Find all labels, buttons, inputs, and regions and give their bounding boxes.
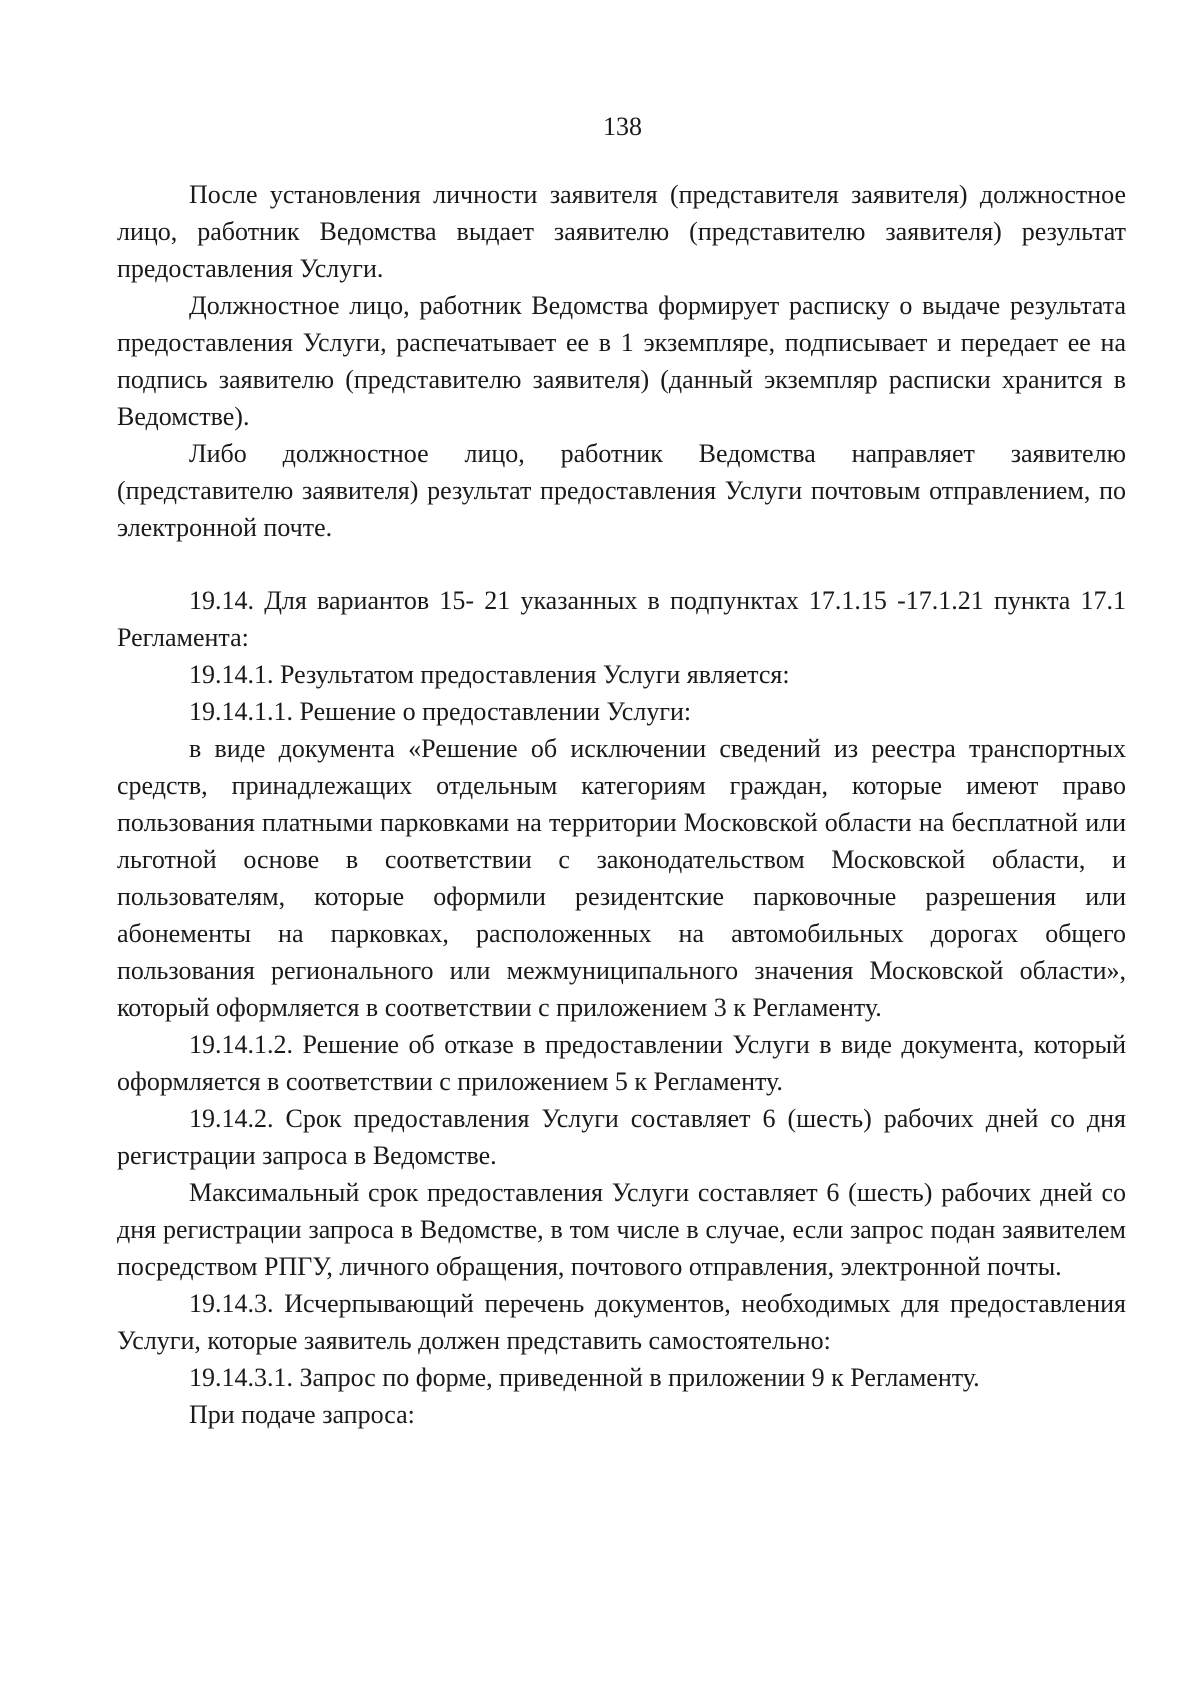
section-19-14-1-2: 19.14.1.2. Решение об отказе в предоставлении Услуги в виде документа, который оформляется в соответствии с приложением 5 к Регламенту. bbox=[117, 1030, 1126, 1096]
page-number: 138 bbox=[603, 112, 642, 141]
paragraph-max-term: Максимальный срок предоставления Услуги составляет 6 (шесть) рабочих дней со дня регистрации запроса в Ведомстве, в том числе в случае, если запрос подан заявителем посредством РПГУ, личного обращения, почтового отправления, электронной почты. bbox=[117, 1178, 1126, 1281]
section-19-14-1-1: 19.14.1.1. Решение о предоставлении Услуги: bbox=[189, 697, 692, 726]
section-19-14-1: 19.14.1. Результатом предоставления Услуги является: bbox=[189, 660, 790, 689]
paragraph-on-submission: При подаче запроса: bbox=[189, 1400, 415, 1429]
paragraph-identity-verified: После установления личности заявителя (представителя заявителя) должностное лицо, работник Ведомства выдает заявителю (представителю заявителя) результат предоставления Услуги. bbox=[117, 180, 1126, 283]
paragraph-decision-document: в виде документа «Решение об исключении сведений из реестра транспортных средств, принадлежащих отдельным категориям граждан, которые имеют право пользования платными парковками на территории Московской области на бесплатной или льготной основе в соответствии с законодательством Московской области, и пользователям, которые оформили резидентские парковочные разрешения или абонементы на парковках, расположенных на автомобильных дорогах общего пользования регионального или межмуниципального значения Московской области», который оформляется в соответствии с приложением 3 к Регламенту. bbox=[117, 734, 1126, 1022]
section-19-14-2: 19.14.2. Срок предоставления Услуги составляет 6 (шесть) рабочих дней со дня регистрации запроса в Ведомстве. bbox=[117, 1104, 1126, 1170]
paragraph-postal-delivery: Либо должностное лицо, работник Ведомства направляет заявителю (представителю заявителя) результат предоставления Услуги почтовым отправлением, по электронной почте. bbox=[117, 439, 1126, 542]
section-19-14-3-1: 19.14.3.1. Запрос по форме, приведенной в приложении 9 к Регламенту. bbox=[189, 1363, 980, 1392]
paragraph-receipt: Должностное лицо, работник Ведомства формирует расписку о выдаче результата предоставления Услуги, распечатывает ее в 1 экземпляре, подписывает и передает ее на подпись заявителю (представителю заявителя) (данный экземпляр расписки хранится в Ведомстве). bbox=[117, 291, 1126, 431]
document-body bbox=[117, 176, 1126, 1433]
section-19-14-heading: 19.14. Для вариантов 15- 21 указанных в подпунктах 17.1.15 -17.1.21 пункта 17.1 Регламента: bbox=[117, 586, 1126, 652]
section-19-14-3: 19.14.3. Исчерпывающий перечень документов, необходимых для предоставления Услуги, которые заявитель должен представить самостоятельно: bbox=[117, 1289, 1126, 1355]
